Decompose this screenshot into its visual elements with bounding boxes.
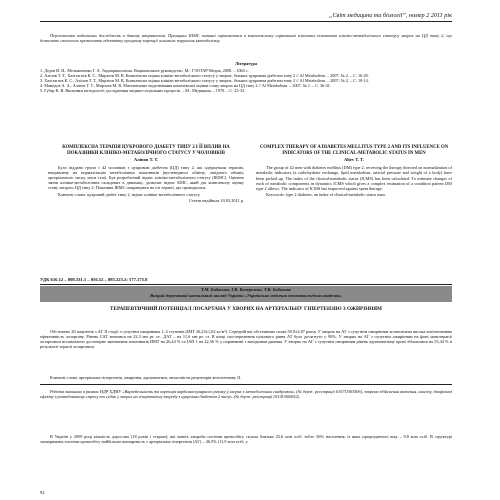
summary-keywords-uk: Ключові слова: цукровий діабет типу 2, індекс клініко-метаболічного статусу. — [58, 191, 201, 197]
summary-title-uk: КОМПЛЕКСНА ТЕРАПІЯ ЦУКРОВОГО ДІАБЕТУ ТИПУ 2 І ЇЇ ВПЛИВ НА ПОКАЗНИКИ КЛІНІКО-МЕТАБОЛІЧНОГО СТАТУСУ У ЧОЛОВІКІВ — [62, 145, 230, 156]
udk-code: УДК 616.12 – 008.331.1 – 056.52 – 085.225.2: 577.175.8 — [40, 277, 148, 282]
article-title: ТЕРАПЕВТИЧНИЙ ПОТЕНЦІАЛ ЛОСАРТАНА У ХВОРИХ НА АРТЕРІАЛЬНУ ГІПЕРТЕНЗІЮ З ОЖИРІННЯМ — [110, 306, 382, 312]
summary-english — [256, 145, 452, 197]
journal-running-header: „Світ медицини та біології”, номер 2 2011 рік — [329, 12, 452, 19]
summary-title-en: COMPLEX THERAPY OF A DIABETES MELLITUS TYPE 2 AND ITS INFLUENCE ON INDICATORS OF THE CLINICAL-METABOLIC STATUS IN MEN — [259, 145, 449, 156]
summary-abstract-uk: Було піддано групи з 42 чоловіків з цукровим діабетом (ЦД) типу 2, які одержували терапію, направлену на нормалізацію метаболічних показників (вуглеводного обміну, ліпідного обміну, артеріального тиску, маси тіла). Був розроблений індекс клініко-метаболічного статусу (ІКМС). Оцінено зміни клініко-метаболічних складових в динаміці, дозволяє індекс КМС, який дає комплексну оцінку стану хворого ЦД типу 2. Показник ІКМС покращився на тлі терапії, що проводилася. — [48, 165, 244, 191]
summary-ukrainian — [48, 145, 244, 203]
summary-abstract-en: The group of 42 men with diabetes mellitus (DM) type 2, receiving the therapy directed on normalization of metabolic indicators (a carbohydrate exchange, lipid metabolism, arterial pressure and weight of a body) have been picked up. The index of the clinical-metabolic status (ICMS) has been calculated. To estimate changes of each of metabolic components in dynamics ICMS which gives a complex estimation of a condition patient DM type 2 allows. The indicator of ICMS has improved against spent therapy. — [256, 165, 452, 191]
references-list — [40, 68, 452, 93]
header-divider — [40, 21, 452, 22]
article-keywords: Ключові слова: артеріальна гіпертензія, ожиріння, адипонектин, антагоністи рецепторів ангіотензину ІІ. — [50, 375, 242, 380]
page-number: 92 — [40, 490, 45, 495]
reference-item: 5. Губер К. В. Висновки методології дослідження медико-соціальних процесів. – М.: Медицина. – 1970. – С. 25-33. — [40, 88, 246, 94]
abstract-divider — [40, 384, 452, 385]
conclusion-paragraph: Перспективи подальших досліджень в даному напрямленні. Принципи ШМС повинні оцінюватися в комплексному оцінюванні ключових показників клініко-метаболічного статусу хворих на ЦД типу 2, що дозволить своєчасно призначати адекватну програму корекції основних порушень метаболізму. — [40, 33, 452, 44]
reference-item: 1. Дедов И. И., Мельниченко Г. А. Эндокринология. Национальное руководство. М.: ГЭОТАР-Медиа, 2008. – 1064 с. — [40, 68, 249, 73]
journal-page — [40, 12, 452, 496]
udk-divider — [40, 284, 452, 285]
summary-author-uk: Аліпов Т. Т. — [133, 157, 159, 163]
reference-item: 2. Аліпов Т. Т., Хахітагаєв К. С., Мирзоєв М. В. Комплексна оцінка клініко-метаболічного статусу у хворих, більних цукровим діабетом типу 2 // Al Metabolism. – 2007; № 2. – С. 16-20. — [40, 73, 369, 79]
summary-author-en: Aliev T. T. — [343, 157, 365, 163]
reference-item: 3. Хахітагаєв К. С., Аліпов Т. Т., Мирзоєв М. В. Комплексна оцінка клініко-метаболічного статусу у хворих, більних цукровим діабетом типу 2 // Al Metabolism. – 2007; № 2. – С. 10-14. — [40, 78, 369, 84]
article-body: В Україні у 2009 році кількість дорослих (18 років і старше), які мають хвороби системи кровообігу склала близько 25,6 млн осіб, тобто 56% населення, із яких працездатного віку – 9,8 млн осіб. В структурі захворювань системи кровообігу найбільша поширеність є артеріальна гіпертензія (АГ) – 46,5% (11,9 млн осіб, у — [40, 434, 452, 445]
article-abstract: Обстежено 20 пацієнтів з АГ ІІ стадії з супутнім ожирінням 1–3 ступенів (ІМТ 36,23±1,02 кг/м²). Середній вік обстежених склав 50,9±2,87 років. У хворих на АГ з супутнім ожирінням встановлена висока ангіотензивна ефективність лозартану. Рівень САТ знизився на 22,3 мм рт. ст., ДАТ – на 11,6 мм рт. ст. В кінці спостереження цільового рівня АТ було досягнуто у 90%. У хворих на АГ з супутнім ожирінням на фоні монотерапії лозартаном встановлено достовірне зменшення показників ИМТ на 26,44 % та ІАП 1 на 22,56 % у порівнянні з вихідними даними. У хворих на АГ з супутнім ожирінням рівень адипонектину крові збільшився на 53,44 % в результаті терапії лозартаном. — [40, 329, 452, 350]
reference-item: 4. Мамедов А. А., Аліпов Т. Т., Мирзоєв М. В. Математичне моделювання комплексної оцінки стану хворих на ЦД типу 2 // Al Metabolism. – 2007, № 1. – С. 36-41. — [40, 83, 331, 89]
references-heading: Література — [234, 61, 258, 66]
funding-note: Робота виконана в рамках НДР ХДМУ «Варіабельність та корекція кардіоваскулярного ризику у хворих з метаболічним синдромом» (№ держ. реєстрації 0107U003506), зокрема здійснення вивчення, аналізу, двофазної ефекту в розвадованому стресу та судин у хворих на гіпертонічну хворобу з цукровим діабетом 2 типу» (№ держ. реєстрації 0110U000652). — [40, 389, 452, 400]
summary-keywords-en: Keywords: type 2 diabetes, an index of clinical-metabolic status man. — [266, 192, 386, 198]
article-authors: Т.М. Бабаєнко, І.В. Кочережко, Т.В. Бабаєнко Вищий державний навчальний заклад України «Українська медична стоматологічна академія» — [150, 287, 342, 298]
received-date: Стаття надійшла 10.03.2011 р. — [188, 197, 244, 203]
